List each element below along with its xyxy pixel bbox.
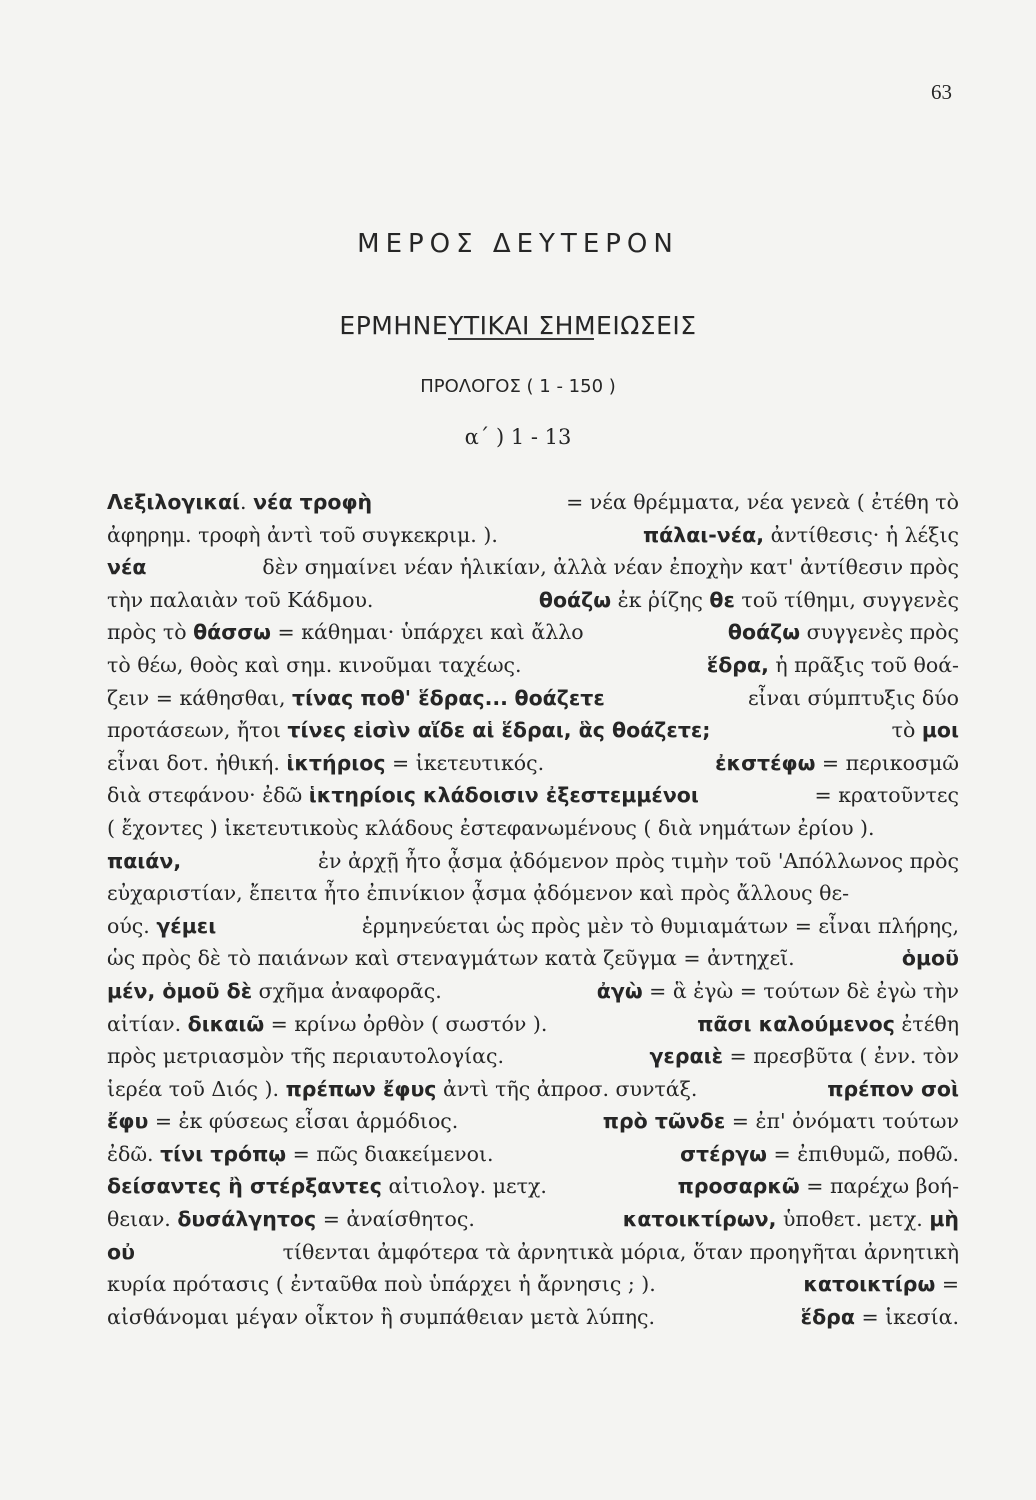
text-line: προτάσεων, ἤτοι τίνες εἰσὶν αἵδε αἱ ἕδραι, ἃς θοάζετε; τὸ μοι [107, 718, 959, 743]
section-title: ΕΡΜΗΝΕΥΤΙΚΑΙ ΣΗΜΕΙΩΣΕΙΣ [339, 310, 697, 340]
term: τίνι τρόπῳ [160, 1141, 287, 1166]
text-line: δείσαντες ἢ στέρξαντες αἰτιολογ. μετχ. προσαρκῶ = παρέχω βοή- [107, 1174, 959, 1199]
text-line: εἶναι δοτ. ἠθική. ἱκτήριος = ἱκετευτικός. ἐκστέφω = περικοσμῶ [107, 750, 959, 775]
text-line: θειαν. δυσάλγητος = ἀναίσθητος. κατοικτίρων, ὑποθετ. μετχ. μὴ [107, 1207, 959, 1232]
term: ἱκτηρίοις κλάδοισιν ἐξεστεμμένοι [308, 783, 699, 808]
term: θε [709, 587, 735, 612]
term: ὁμοῦ [901, 946, 959, 971]
text-line: διὰ στεφάνου· ἐδῶ ἱκτηρίοις κλάδοισιν ἐξεστεμμένοι = κρατοῦντες [107, 783, 959, 808]
text-line: ούς. γέμει ἑρμηνεύεται ὡς πρὸς μὲν τὸ θυμιαμάτων = εἶναι πλήρης, [107, 913, 959, 938]
text-line: ἔφυ = ἐκ φύσεως εἶσαι ἁρμόδιος. πρὸ τῶνδε = ἐπ' ὀνόματι τούτων [107, 1109, 959, 1134]
term: νέα τροφὴ [253, 490, 373, 514]
subsection-heading: α΄ ) 1 - 13 [464, 425, 572, 449]
term: τίνες εἰσὶν αἵδε αἱ ἕδραι, ἃς θοάζετε; [287, 718, 711, 743]
text-line: τὴν παλαιὰν τοῦ Κάδμου. θοάζω ἐκ ῥίζης θε τοῦ τίθημι, συγγενὲς [107, 587, 959, 612]
term: Λεξιλογικαί [107, 490, 241, 514]
text-line: αἰσθάνομαι μέγαν οἶκτον ἢ συμπάθειαν μετὰ λύπης. ἕδρα = ἱκεσία. [107, 1304, 959, 1329]
term: θοάζετε [514, 685, 605, 710]
term: κατοικτίρων, [622, 1207, 777, 1232]
term: παιάν, [107, 848, 182, 873]
term: στέργω [680, 1141, 767, 1166]
text-line: ἐδῶ. τίνι τρόπῳ = πῶς διακείμενοι. στέργω = ἐπιθυμῶ, ποθῶ. [107, 1141, 959, 1166]
term: θοάζω [727, 620, 801, 645]
term: τίνας ποθ' ἕδρας... [291, 685, 508, 710]
text-line: τὸ θέω, θοὸς καὶ σημ. κινοῦμαι ταχέως. ἕδρα, ἡ πρᾶξις τοῦ θοά- [107, 652, 959, 677]
term: γέμει [156, 913, 217, 938]
term: ἕδρα, [706, 652, 769, 677]
text-line: αἰτίαν. δικαιῶ = κρίνω ὀρθὸν ( σωστόν ). πᾶσι καλούμενος ἐτέθη [107, 1011, 959, 1036]
text-line: κυρία πρότασις ( ἐνταῦθα ποὺ ὑπάρχει ἡ ἄρνησις ; ). κατοικτίρω = [107, 1272, 959, 1297]
term: πᾶσι καλούμενος [697, 1011, 895, 1036]
text-line: νέα δὲν σημαίνει νέαν ἡλικίαν, ἀλλὰ νέαν ἐποχὴν κατ' ἀντίθεσιν πρὸς [107, 551, 959, 584]
term: κατοικτίρω [803, 1272, 936, 1297]
text-line: οὐ τίθενται ἀμφότερα τὰ ἀρνητικὰ μόρια, ὅταν προηγῆται ἀρνητικὴ [107, 1236, 959, 1269]
term: πρὸ τῶνδε [602, 1109, 726, 1134]
text-line: ( ἔχοντες ) ἱκετευτικοὺς κλάδους ἐστεφανωμένους ( διὰ νημάτων ἐρίου ). [107, 815, 875, 840]
text-line: μέν, ὁμοῦ δὲ σχῆμα ἀναφορᾶς. ἀγὼ = ἃ ἐγὼ = τούτων δὲ ἐγὼ τὴν [107, 978, 959, 1003]
text-line: πρὸς μετριασμὸν τῆς περιαυτολογίας. γεραιὲ = πρεσβῦτα ( ἐνν. τὸν [107, 1044, 959, 1069]
text-line: Λεξιλογικαί. νέα τροφὴ = νέα θρέμματα, νέα γενεὰ ( ἐτέθη τὸ [107, 490, 959, 514]
text-line: ἀφηρημ. τροφὴ ἀντὶ τοῦ συγκεκριμ. ). πάλαι-νέα, ἀντίθεσις· ἡ λέξις [107, 522, 959, 547]
text-line: ὡς πρὸς δὲ τὸ παιάνων καὶ στεναγμάτων κατὰ ζεῦγμα = ἀντηχεῖ. ὁμοῦ [107, 942, 959, 975]
term: ἐκστέφω [715, 750, 816, 775]
term: δείσαντες ἢ στέρξαντες [107, 1174, 382, 1199]
term: πάλαι-νέα, [642, 522, 765, 547]
prologue-heading: ΠΡΟΛΟΓΟΣ ( 1 - 150 ) [420, 376, 616, 397]
text-line: ζειν = κάθησθαι, τίνας ποθ' ἕδρας... θοάζετε εἶναι σύμπτυξις δύο [107, 685, 959, 710]
text-line: ἱερέα τοῦ Διός ). πρέπων ἔφυς ἀντὶ τῆς ἀπροσ. συντάξ. πρέπον σοὶ [107, 1073, 959, 1106]
term: οὐ [107, 1239, 135, 1264]
term: δυσάλγητος [177, 1207, 317, 1232]
term: προσαρκῶ [677, 1174, 800, 1199]
term: πρέπων ἔφυς [285, 1076, 437, 1101]
text-line: πρὸς τὸ θάσσω = κάθημαι· ὑπάρχει καὶ ἄλλο θοάζω συγγενὲς πρὸς [107, 620, 959, 645]
page-number: 63 [931, 80, 952, 104]
term: μὴ [929, 1207, 959, 1232]
term: ἀγὼ [596, 978, 643, 1003]
term: γεραιὲ [649, 1044, 724, 1069]
term: μοι [921, 718, 959, 743]
term: δικαιῶ [187, 1011, 265, 1036]
text-line: παιάν, ἐν ἀρχῇ ἦτο ᾆσμα ᾀδόμενον πρὸς τιμὴν τοῦ 'Απόλλωνος πρὸς [107, 845, 959, 878]
title-divider [448, 338, 594, 340]
term: ἕδρα [800, 1304, 855, 1329]
term: νέα [107, 555, 147, 580]
term: μέν, ὁμοῦ δὲ [107, 978, 253, 1003]
term: θοάζω [538, 587, 612, 612]
text-line: εὐχαριστίαν, ἔπειτα ἦτο ἐπινίκιον ᾆσμα ᾀδόμενον καὶ πρὸς ἄλλους θε- [107, 881, 850, 906]
body-text [107, 486, 959, 1333]
term: πρέπον σοὶ [827, 1076, 959, 1101]
term: ἱκτήριος [286, 750, 386, 775]
term: θάσσω [193, 620, 271, 645]
part-title: ΜΕΡΟΣ ΔΕΥΤΕΡΟΝ [357, 229, 679, 260]
term: ἔφυ [107, 1109, 149, 1134]
